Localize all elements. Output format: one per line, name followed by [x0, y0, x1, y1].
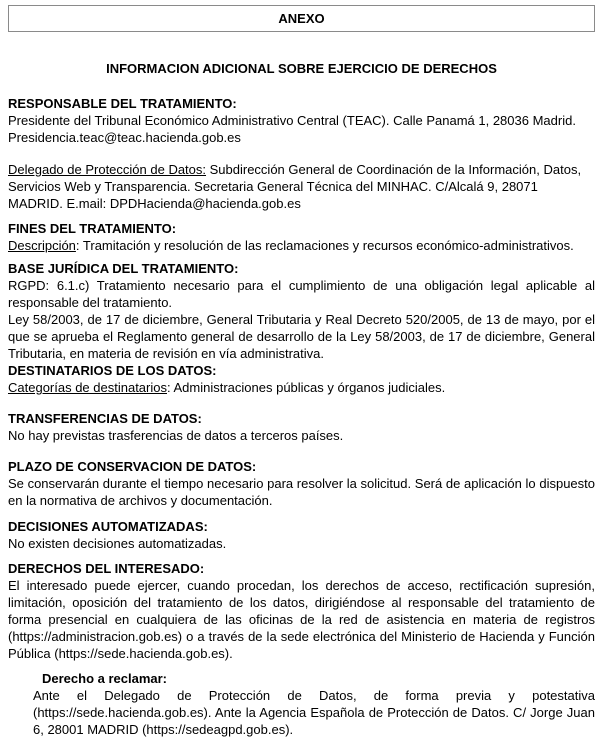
plazo-heading: PLAZO DE CONSERVACION DE DATOS:: [8, 459, 257, 474]
destinatarios-paragraph: [8, 379, 595, 396]
fines-body: : Tramitación y resolución de las reclamaciones y recursos económico-administrativos.: [75, 238, 574, 253]
delegado-paragraph: [8, 161, 595, 212]
destinatarios-lead: Categorías de destinatarios: [8, 380, 167, 395]
fines-paragraph: [8, 237, 595, 254]
section-transferencias: [8, 410, 595, 444]
anexo-header-box: [8, 5, 595, 32]
section-plazo: [8, 458, 595, 509]
section-derecho-reclamar: [33, 670, 595, 738]
plazo-body: Se conservarán durante el tiempo necesario para resolver la solicitud. Será de aplicación lo dispuesto en la normativa de archivos y documentación.: [8, 476, 595, 508]
fines-lead: Descripción: [8, 238, 76, 253]
section-base-juridica: [8, 260, 595, 362]
base-juridica-p2: Ley 58/2003, de 17 de diciembre, General Tributaria y Real Decreto 520/2005, de 13 de mayo, por el que se aprueba el Reglamento general de desarrollo de la Ley 58/2003, de 17 de diciembre, General Tributaria, en materia de revisión en vía administrativa.: [8, 312, 595, 361]
delegado-body: Subdirección General de Coordinación de la Información, Datos, Servicios Web y Transparencia. Secretaria General Técnica del MINHAC. C/Alcalá 9, 28071 MADRID. E.mail: DPDHacienda@hacienda.gob.es: [8, 162, 582, 211]
section-delegado: [8, 161, 595, 212]
reclamar-heading: Derecho a reclamar:: [42, 671, 168, 686]
base-juridica-heading: BASE JURÍDICA DEL TRATAMIENTO:: [8, 261, 239, 276]
destinatarios-body: : Administraciones públicas y órganos judiciales.: [166, 380, 446, 395]
section-fines: [8, 220, 595, 254]
base-juridica-p1: RGPD: 6.1.c) Tratamiento necesario para el cumplimiento de una obligación legal aplicable al responsable del tratamiento.: [8, 278, 595, 310]
destinatarios-heading: DESTINATARIOS DE LOS DATOS:: [8, 363, 217, 378]
section-derechos: [8, 560, 595, 662]
responsable-heading: RESPONSABLE DEL TRATAMIENTO:: [8, 96, 237, 111]
decisiones-heading: DECISIONES AUTOMATIZADAS:: [8, 519, 208, 534]
transferencias-body: No hay previstas trasferencias de datos a terceros países.: [8, 428, 344, 443]
derechos-heading: DERECHOS DEL INTERESADO:: [8, 561, 205, 576]
decisiones-body: No existen decisiones automatizadas.: [8, 536, 227, 551]
responsable-body: Presidente del Tribunal Económico Administrativo Central (TEAC). Calle Panamá 1, 28036 Madrid. Presidencia.teac@teac.hacienda.gob.es: [8, 113, 576, 145]
fines-heading: FINES DEL TRATAMIENTO:: [8, 221, 177, 236]
section-decisiones: [8, 518, 595, 552]
delegado-lead: Delegado de Protección de Datos:: [8, 162, 207, 177]
anexo-label: ANEXO: [278, 11, 325, 26]
reclamar-body: Ante el Delegado de Protección de Datos, de forma previa y potestativa (https://sede.hacienda.gob.es). Ante la Agencia Española de Protección de Datos. C/ Jorge Juan 6, 28001 MADRID (https://sedeagpd.gob.es).: [33, 688, 595, 737]
transferencias-heading: TRANSFERENCIAS DE DATOS:: [8, 411, 202, 426]
page-title: INFORMACION ADICIONAL SOBRE EJERCICIO DE DERECHOS: [106, 61, 497, 76]
derechos-body: El interesado puede ejercer, cuando procedan, los derechos de acceso, rectificación supresión, limitación, oposición del tratamiento de los datos, dirigiéndose al responsable del tratamiento de forma presencial en cualquiera de las oficinas de la red de asistencia en materia de registros (https://administracion.gob.es) o a través de la sede electrónica del Ministerio de Hacienda y Función Pública (https://sede.hacienda.gob.es).: [8, 578, 595, 661]
section-responsable: [8, 95, 595, 146]
section-destinatarios: [8, 362, 595, 396]
